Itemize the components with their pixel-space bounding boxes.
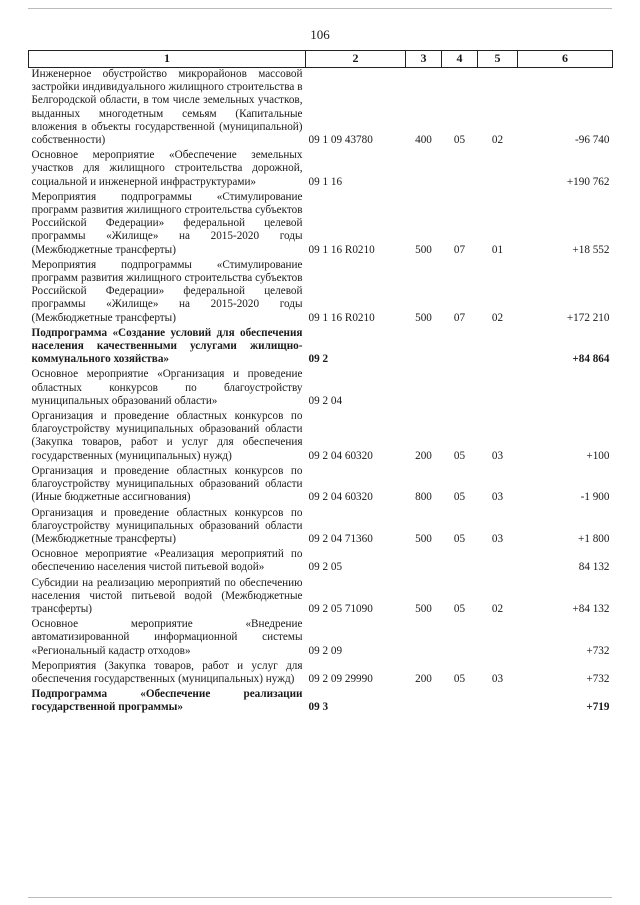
row-amount: +84 132	[572, 602, 610, 615]
row-target-code: 09 2 05	[308, 561, 343, 574]
budget-table	[28, 50, 613, 717]
row-target-code: 09 2 09 29990	[308, 672, 373, 685]
row-subsection: 03	[491, 449, 504, 462]
column-header-2: 2	[306, 51, 406, 68]
row-expense-type	[406, 688, 442, 716]
row-description: Основное мероприятие «Организация и проведение областных конкурсов по благоустройству муниципальных образований области»	[31, 368, 303, 407]
row-subsection: 03	[491, 672, 504, 685]
row-description: Основное мероприятие «Внедрение автоматизированной информационной системы «Региональный кадастр отходов»	[31, 618, 303, 657]
row-section: 07	[453, 243, 466, 256]
row-description: Основное мероприятие «Обеспечение земельных участков для жилищного строительства дорожной, социальной и инженерной инфраструктурами»	[31, 149, 303, 188]
column-header-4: 4	[442, 51, 478, 68]
row-expense-type: 500	[415, 602, 432, 615]
row-target-code: 09 2	[308, 353, 329, 366]
row-expense-type: 200	[415, 449, 432, 462]
row-subsection: 02	[491, 311, 504, 324]
row-section: 05	[453, 491, 466, 504]
row-description: Мероприятия подпрограммы «Стимулирование программ развития жилищного строительства субъектов Российской Федерации» федеральной целевой программы «Жилище» на 2015-2020 годы (Межбюджетные трансферты)	[31, 258, 303, 324]
row-section	[442, 618, 478, 660]
row-description: Субсидии на реализацию мероприятий по обеспечению населения чистой питьевой водой (Межбюджетные трансферты)	[31, 576, 303, 615]
page-number: 106	[310, 27, 330, 42]
row-expense-type: 500	[415, 311, 432, 324]
row-section: 07	[453, 311, 466, 324]
row-amount: -96 740	[575, 134, 610, 147]
row-amount: +100	[586, 449, 610, 462]
row-subsection	[478, 327, 518, 369]
row-subsection	[478, 618, 518, 660]
column-header-1: 1	[29, 51, 306, 68]
table-row	[29, 368, 613, 410]
row-target-code: 09 2 04 60320	[308, 449, 373, 462]
row-section: 05	[453, 134, 466, 147]
row-subsection	[478, 149, 518, 191]
row-section	[442, 368, 478, 410]
table-row	[29, 410, 613, 465]
row-expense-type	[406, 327, 442, 369]
table-header-row	[29, 51, 613, 68]
row-target-code: 09 2 05 71090	[308, 602, 373, 615]
row-subsection: 01	[491, 243, 504, 256]
row-section	[442, 149, 478, 191]
row-expense-type: 800	[415, 491, 432, 504]
row-section	[442, 327, 478, 369]
row-amount: -1 900	[580, 491, 610, 504]
table-row	[29, 507, 613, 549]
row-section: 05	[453, 602, 466, 615]
top-rule	[28, 8, 612, 9]
row-amount: +172 210	[566, 311, 610, 324]
table-row	[29, 259, 613, 327]
row-amount: 84 132	[578, 561, 610, 574]
table-row	[29, 548, 613, 576]
row-section	[442, 688, 478, 716]
row-subsection: 02	[491, 134, 504, 147]
row-expense-type: 500	[415, 532, 432, 545]
table-row	[29, 327, 613, 369]
column-header-5: 5	[478, 51, 518, 68]
table-row	[29, 68, 613, 150]
row-target-code: 09 2 04	[308, 394, 343, 407]
row-description: Организация и проведение областных конкурсов по благоустройству муниципальных образований области (Закупка товаров, работ и услуг для обеспечения государственных (муниципальных) нужд)	[31, 410, 303, 462]
table-row	[29, 149, 613, 191]
row-target-code: 09 1 16	[308, 175, 343, 188]
row-target-code: 09 2 09	[308, 644, 343, 657]
row-description: Мероприятия подпрограммы «Стимулирование программ развития жилищного строительства субъектов Российской Федерации» федеральной целевой программы «Жилище» на 2015-2020 годы (Межбюджетные трансферты)	[31, 190, 303, 256]
row-amount: +732	[586, 672, 610, 685]
row-section	[442, 548, 478, 576]
row-description: Инженерное обустройство микрорайонов массовой застройки индивидуального жилищного строительства в Белгородской области, в том числе земельных участков, выданных многодетным семьям (Капитальные вложения в объекты государственной (муниципальной) собственности)	[31, 68, 303, 147]
row-expense-type	[406, 149, 442, 191]
column-header-6: 6	[518, 51, 613, 68]
row-expense-type: 400	[415, 134, 432, 147]
row-amount: +84 864	[572, 353, 610, 366]
row-expense-type: 500	[415, 243, 432, 256]
row-expense-type	[406, 368, 442, 410]
row-section: 05	[453, 532, 466, 545]
column-header-3: 3	[406, 51, 442, 68]
row-description: Основное мероприятие «Реализация мероприятий по обеспечению населения чистой питьевой водой»	[31, 548, 303, 574]
row-subsection	[478, 548, 518, 576]
table-row	[29, 688, 613, 716]
row-subsection	[478, 368, 518, 410]
row-description: Организация и проведение областных конкурсов по благоустройству муниципальных образований области (Иные бюджетные ассигнования)	[31, 464, 303, 504]
row-amount: +18 552	[572, 243, 610, 256]
row-section: 05	[453, 449, 466, 462]
row-expense-type	[406, 618, 442, 660]
table-row	[29, 618, 613, 660]
table-row	[29, 660, 613, 688]
row-description: Подпрограмма «Создание условий для обеспечения населения качественными услугами жилищно-коммунального хозяйства»	[31, 326, 303, 366]
row-description: Организация и проведение областных конкурсов по благоустройству муниципальных образований области (Межбюджетные трансферты)	[31, 506, 303, 545]
row-subsection: 03	[491, 532, 504, 545]
row-subsection	[478, 688, 518, 716]
row-amount: +719	[586, 701, 610, 714]
bottom-rule	[28, 897, 612, 898]
row-target-code: 09 1 16 R0210	[308, 243, 375, 256]
row-amount: +1 800	[578, 532, 610, 545]
row-amount: +190 762	[566, 175, 610, 188]
row-expense-type: 200	[415, 672, 432, 685]
row-expense-type	[406, 548, 442, 576]
row-subsection: 03	[491, 491, 504, 504]
row-target-code: 09 3	[308, 701, 329, 714]
row-description: Мероприятия (Закупка товаров, работ и услуг для обеспечения государственных (муниципальных) нужд)	[31, 659, 303, 685]
row-description: Подпрограмма «Обеспечение реализации государственной программы»	[31, 688, 303, 714]
row-target-code: 09 1 16 R0210	[308, 311, 375, 324]
row-target-code: 09 2 04 71360	[308, 532, 373, 545]
row-amount	[518, 368, 613, 410]
table-row	[29, 191, 613, 259]
row-amount: +732	[586, 644, 610, 657]
table-row	[29, 465, 613, 507]
row-target-code: 09 2 04 60320	[308, 491, 373, 504]
row-target-code: 09 1 09 43780	[308, 134, 373, 147]
row-section: 05	[453, 672, 466, 685]
table-row	[29, 577, 613, 619]
row-subsection: 02	[491, 602, 504, 615]
